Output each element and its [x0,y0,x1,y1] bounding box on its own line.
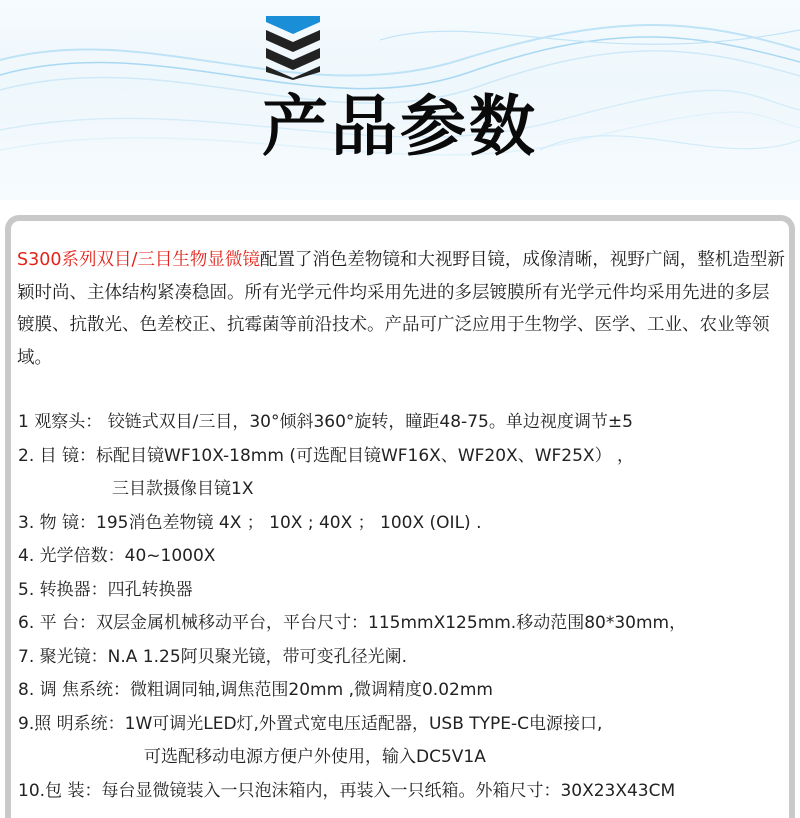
header-banner [0,0,800,200]
intro-paragraph [17,244,785,374]
intro-text: 配置了消色差物镜和大视野目镜，成像清晰，视野广阔，整机造型新颖时尚、主体结构紧凑稳固。所有光学元件均采用先进的多层镀膜所有光学元件均采用先进的多层镀膜、抗散光、色差校正、抗霉菌等前沿技术。产品可广泛应用于生物学、医学、工业、农业等领域。 [17,250,785,368]
chevron-down-icon [266,16,320,80]
spec-row-eyepiece: 2. 目 镜：标配目镜WF10X-18mm (可选配目镜WF16X、WF20X、WF25X） ， [18,445,634,466]
spec-row-focus: 8. 调 焦系统：微粗调同轴,调焦范围20mm ,微调精度0.02mm [18,680,493,700]
spec-row-viewing-head: 1 观察头： 铰链式双目/三目，30°倾斜360°旋转，瞳距48-75。单边视度调节±5 [18,412,633,432]
product-name: S300系列双目/三目生物显微镜 [17,250,260,270]
spec-row-magnification: 4. 光学倍数：40~1000X [18,546,216,566]
spec-row-condenser: 7. 聚光镜：N.A 1.25阿贝聚光镜，带可变孔径光阑. [18,646,408,667]
spec-row-packaging: 10.包 装：每台显微镜装入一只泡沫箱内，再装入一只纸箱。外箱尺寸：30X23X43CM [18,780,676,801]
spec-row-stage: 6. 平 台：双层金属机械移动平台，平台尺寸：115mmX125mm.移动范围80*30mm， [18,613,687,633]
spec-row-illumination: 9.照 明系统：1W可调光LED灯,外置式宽电压适配器，USB TYPE-C电源接口, [18,713,603,734]
spec-row-eyepiece-camera: 三目款摄像目镜1X [112,479,254,499]
page-title: 产品参数 [262,88,538,165]
spec-row-objective: 3. 物 镜：195消色差物镜 4X ； 10X ; 40X ； 100X (OIL) . [18,512,482,533]
spec-row-nosepiece: 5. 转换器：四孔转换器 [18,579,193,600]
spec-row-illumination-power: 可选配移动电源方便户外使用，输入DC5V1A [144,747,486,767]
spec-list [18,406,788,808]
